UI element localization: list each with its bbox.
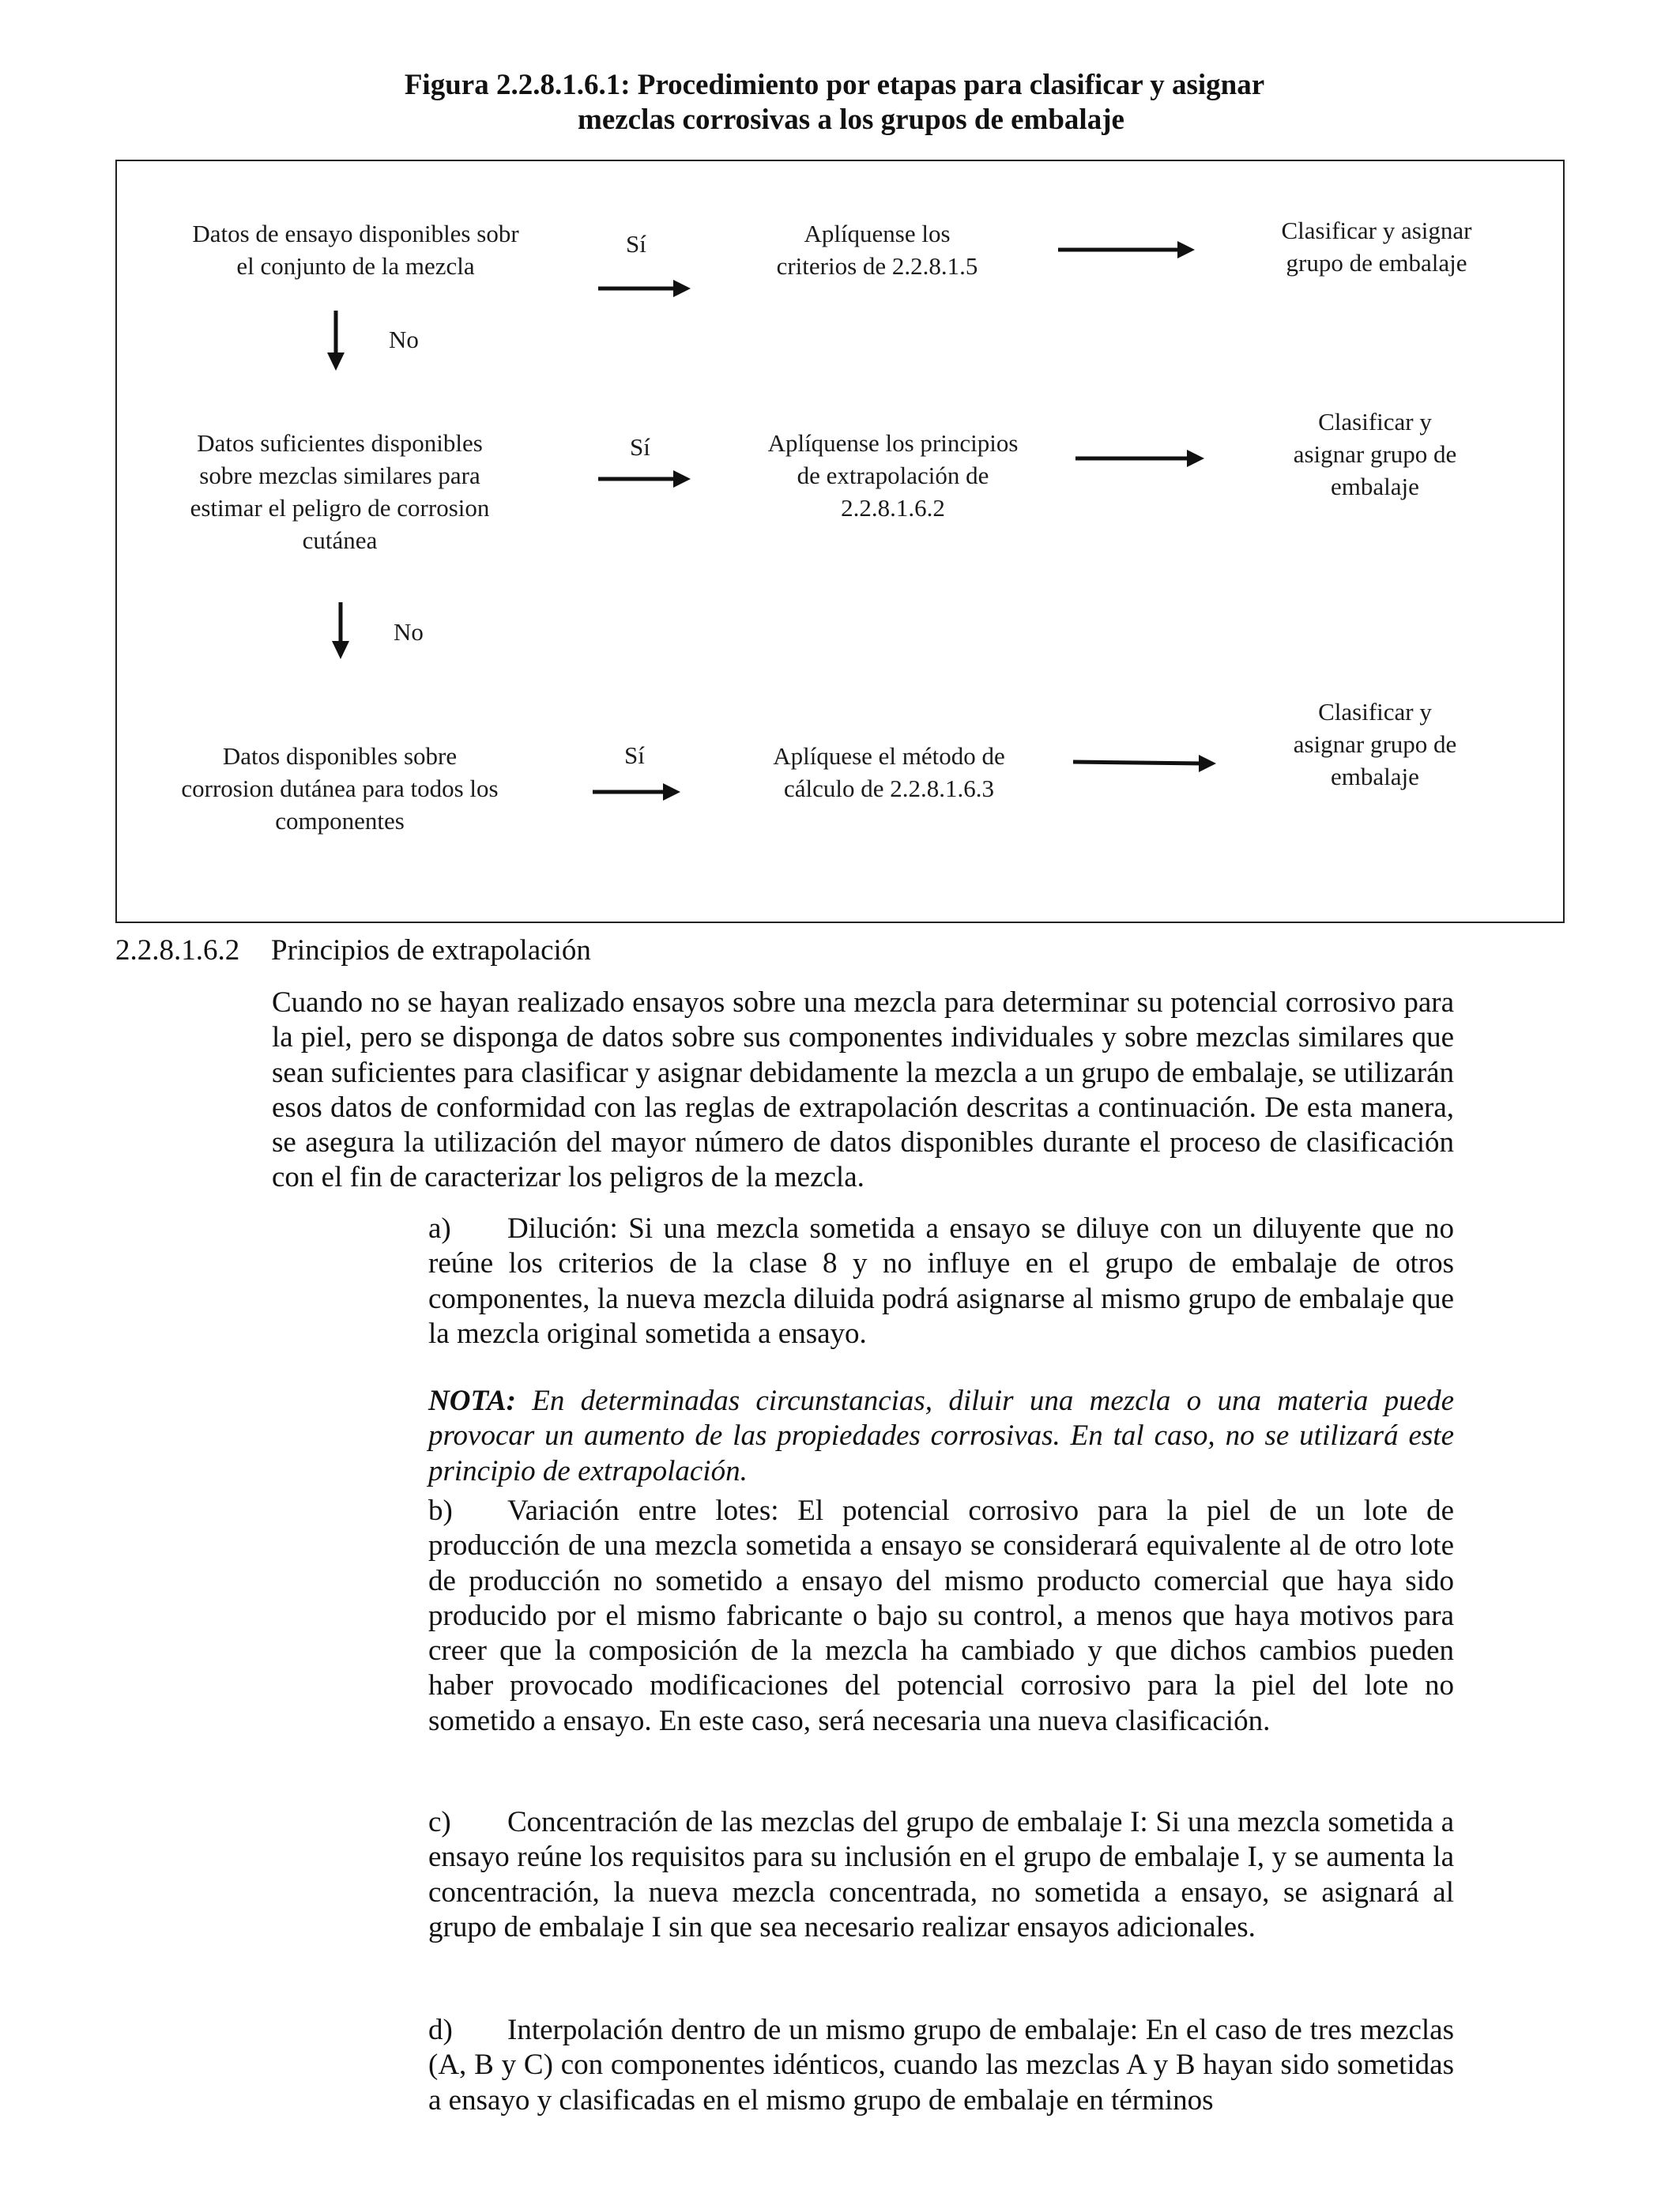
result-2-line-3: embalaje — [1331, 473, 1419, 500]
arrow-row2-result-head — [1187, 450, 1204, 467]
no-label-2: No — [394, 618, 424, 646]
action-1-line-2: criterios de 2.2.8.1.5 — [776, 252, 978, 280]
item-a-marker: a) — [428, 1212, 451, 1245]
note-paragraph — [428, 1384, 1454, 1489]
result-node-3 — [1256, 696, 1494, 793]
item-b-text: Variación entre lotes: El potencial corrosivo para la piel de un lote de producción de una mezcla sometida a ensayo se considerará equivalente al de otro lote de producción no sometido a ensayo del mismo producto comercial que haya sido producido por el mismo fabricante o bajo su control, a menos que haya motivos para creer que la composición de la mezcla ha cambiado y que dichos cambios pueden haber provocado modificaciones del potencial corrosivo para la piel del lote no sometido a ensayo. En este caso, será necesaria una nueva clasificación. — [428, 1495, 1454, 1737]
condition-3-line-2: corrosion dutánea para todos los — [181, 775, 499, 802]
action-3-line-1: Aplíquese el método de — [773, 742, 1005, 770]
arrow-row2-yes-head — [673, 470, 691, 488]
arrow-row1-yes-head — [673, 280, 691, 297]
condition-2-line-4: cutánea — [302, 526, 378, 554]
item-b-marker: b) — [428, 1495, 453, 1527]
intro-paragraph: Cuando no se hayan realizado ensayos sobre una mezcla para determinar su potencial corrosivo para la piel, pero se disponga de datos sobre sus componentes individuales y sobre mezclas similares que sean suficientes para clasificar y asignar debidamente la mezcla a un grupo de embalaje, se utilizarán esos datos de conformidad con las reglas de extrapolación descritas a continuación. De esta manera, se asegura la utilización del mayor número de datos disponibles durante el proceso de clasificación con el fin de caracterizar los peligros de la mezcla. — [272, 986, 1454, 1194]
yes-label-2: Sí — [630, 433, 650, 461]
action-node-1 — [723, 217, 1031, 282]
result-node-1 — [1226, 214, 1527, 279]
result-3-line-3: embalaje — [1331, 763, 1419, 790]
item-d-marker: d) — [428, 2014, 453, 2046]
result-3-line-1: Clasificar y — [1318, 698, 1432, 726]
item-b — [428, 1494, 1454, 1739]
item-d — [428, 2013, 1454, 2118]
action-2-line-2: de extrapolación de — [797, 462, 989, 489]
condition-1-line-1: Datos de ensayo disponibles sobr — [192, 220, 519, 247]
condition-node-2 — [150, 427, 529, 556]
item-c — [428, 1805, 1454, 1945]
condition-2-line-2: sobre mezclas similares para — [199, 462, 480, 489]
condition-node-1 — [162, 217, 549, 282]
condition-1-line-2: el conjunto de la mezcla — [236, 252, 475, 280]
section-number: 2.2.8.1.6.2 — [115, 934, 240, 967]
arrow-row1-result-head — [1177, 241, 1195, 258]
action-node-2 — [727, 427, 1059, 524]
figure-title-line-1: Figura 2.2.8.1.6.1: Procedimiento por etapas para clasificar y asignar — [404, 69, 1265, 101]
arrow-down-1-head — [327, 352, 345, 371]
result-1-line-2: grupo de embalaje — [1286, 249, 1467, 277]
arrow-row3-result — [1073, 762, 1203, 763]
arrow-row3-result-head — [1199, 755, 1216, 772]
arrow-down-2-head — [332, 641, 349, 659]
condition-node-3 — [154, 740, 525, 837]
item-a — [428, 1212, 1454, 1351]
no-label-1: No — [389, 326, 419, 353]
arrow-row3-yes-head — [663, 783, 680, 801]
note-label: NOTA: — [428, 1385, 516, 1417]
item-d-text: Interpolación dentro de un mismo grupo de embalaje: En el caso de tres mezclas (A, B y C) con componentes idénticos, cuando las mezclas A y B hayan sido sometidas a ensayo y clasificadas en el mismo grupo de embalaje en términos — [428, 2014, 1454, 2117]
section-title: Principios de extrapolación — [271, 934, 591, 967]
action-2-line-3: 2.2.8.1.6.2 — [841, 494, 945, 522]
action-1-line-1: Aplíquense los — [804, 220, 951, 247]
condition-2-line-3: estimar el peligro de corrosion — [190, 494, 490, 522]
result-node-2 — [1256, 405, 1494, 503]
result-1-line-1: Clasificar y asignar — [1281, 217, 1472, 244]
yes-label-3: Sí — [624, 741, 645, 769]
item-c-marker: c) — [428, 1806, 451, 1838]
yes-label-1: Sí — [626, 230, 646, 258]
condition-3-line-1: Datos disponibles sobre — [222, 742, 458, 770]
action-node-3 — [731, 740, 1047, 805]
action-3-line-2: cálculo de 2.2.8.1.6.3 — [783, 775, 994, 802]
condition-3-line-3: componentes — [275, 807, 405, 835]
item-a-text: Dilución: Si una mezcla sometida a ensayo se diluye con un diluyente que no reúne los criterios de la clase 8 y no influye en el grupo de embalaje de otros componentes, la nueva mezcla diluida podrá asignarse al mismo grupo de embalaje que la mezcla original sometida a ensayo. — [428, 1212, 1454, 1350]
result-2-line-1: Clasificar y — [1318, 408, 1432, 435]
action-2-line-1: Aplíquense los principios — [767, 429, 1019, 457]
item-c-text: Concentración de las mezclas del grupo de embalaje I: Si una mezcla sometida a ensayo reúne los requisitos para su inclusión en el grupo de embalaje I, y se aumenta la concentración, la nueva mezcla concentrada, no sometida a ensayo, se asignará al grupo de embalaje I sin que sea necesario realizar ensayos adicionales. — [428, 1806, 1454, 1943]
section-heading — [115, 933, 591, 969]
condition-2-line-1: Datos suficientes disponibles — [197, 429, 483, 457]
result-3-line-2: asignar grupo de — [1293, 730, 1457, 758]
result-2-line-2: asignar grupo de — [1293, 440, 1457, 468]
figure-title-line-2: mezclas corrosivas a los grupos de embalaje — [578, 104, 1124, 136]
note-text: En determinadas circunstancias, diluir una mezcla o una materia puede provocar un aumento de las propiedades corrosivas. En tal caso, no se utilizará este principio de extrapolación. — [428, 1385, 1454, 1487]
